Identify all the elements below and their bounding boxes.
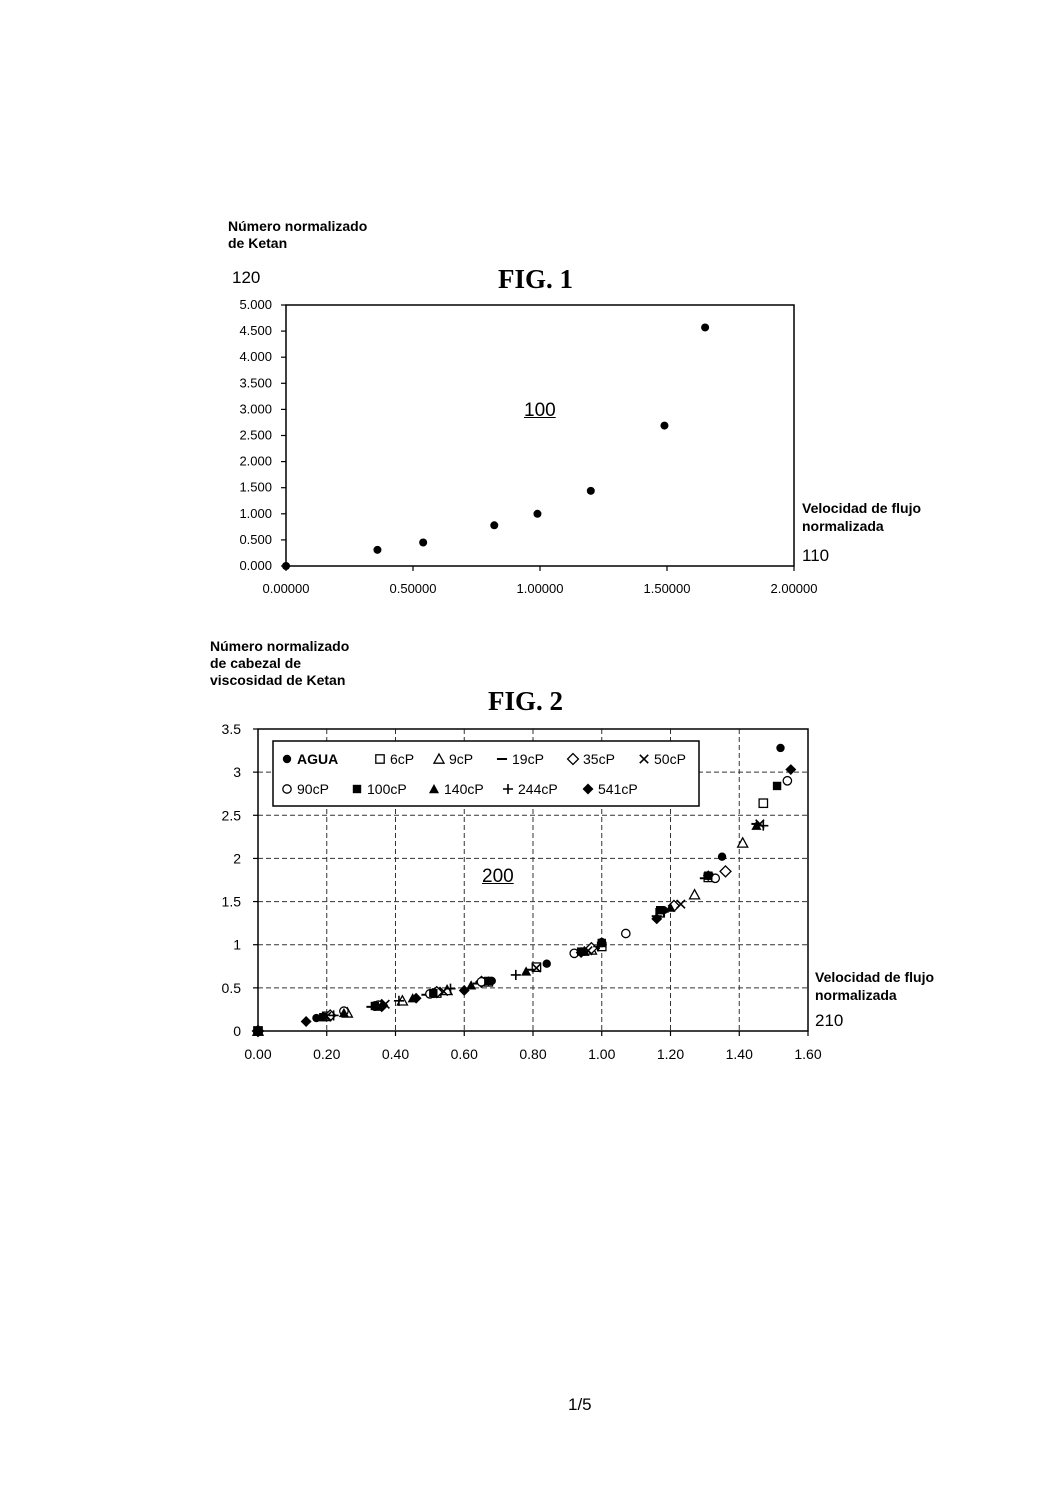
fig2-ytick-label: 1 (233, 936, 241, 953)
fig1-data-point (660, 422, 668, 430)
fig2-legend-label: 90cP (297, 781, 329, 797)
fig2-data-point (773, 782, 781, 790)
fig2-ytick-label: 2 (233, 850, 241, 867)
fig2-ytick-label: 3 (233, 764, 241, 781)
fig2-data-point (301, 1016, 312, 1027)
fig2-data-point (466, 980, 476, 989)
fig2-ylabel: Número normalizado de cabezal de viscosidad de Ketan (210, 638, 350, 688)
fig2-legend-label: 100cP (367, 781, 407, 797)
fig1-ytick-label: 1.500 (239, 479, 272, 495)
fig1-ytick-label: 4.000 (239, 349, 272, 365)
fig2-title: FIG. 2 (488, 686, 564, 716)
fig2-xlabel: Velocidad de flujo normalizada (815, 969, 935, 1003)
fig2-xtick-label: 1.60 (794, 1046, 822, 1062)
fig1-plot-frame (286, 305, 794, 566)
fig2-data-point (783, 777, 791, 785)
fig2-data-point (511, 970, 521, 980)
fig2-legend-marker (283, 785, 291, 793)
fig2-legend-label: 6cP (390, 751, 415, 767)
fig1-xtick-label: 1.50000 (643, 581, 691, 596)
fig2-xtick-label: 0.00 (244, 1046, 272, 1062)
fig2-legend-label: 19cP (512, 751, 544, 767)
fig1-data-point (419, 539, 427, 547)
fig2-chart (0, 700, 1061, 1090)
fig1-xtick-label: 1.00000 (516, 581, 564, 596)
page-number: 1/5 (568, 1395, 592, 1414)
fig2-data-point (543, 959, 551, 967)
fig1-ytick-label: 2.500 (239, 427, 272, 443)
fig2-ytick-label: 1.5 (221, 893, 241, 910)
fig1-ytick-label: 3.500 (239, 375, 272, 391)
fig2-xtick-label: 1.00 (588, 1046, 616, 1062)
fig2-data-point (759, 799, 767, 807)
fig1-xlabel: Velocidad de flujo normalizada (802, 500, 922, 534)
fig1-ytick-label: 0.500 (239, 531, 272, 547)
fig2-xtick-label: 0.80 (519, 1046, 547, 1062)
fig1-data-point (701, 323, 709, 331)
fig2-data-point (690, 890, 700, 899)
fig1-ylabel-ref: 120 (232, 268, 261, 287)
fig1-xtick-label: 0.50000 (389, 581, 437, 596)
fig2-ytick-label: 2.5 (221, 807, 241, 824)
fig2-legend-label: AGUA (297, 751, 339, 767)
fig2-ytick-label: 3.5 (221, 721, 241, 737)
fig1-ytick-label: 3.000 (239, 401, 272, 417)
fig2-ytick-label: 0.5 (221, 979, 241, 996)
fig2-legend-marker (376, 755, 384, 763)
fig2-legend-label: 244cP (518, 781, 558, 797)
fig1-plot-ref: 100 (524, 400, 556, 421)
fig2-xtick-label: 1.20 (656, 1046, 685, 1062)
fig1-title: FIG. 1 (498, 264, 574, 294)
fig2-data-point (785, 764, 796, 775)
fig2-legend-label: 9cP (449, 751, 474, 767)
fig1-data-point (587, 487, 595, 495)
fig1-xtick-label: 0.00000 (262, 581, 310, 596)
fig2-xtick-label: 0.20 (313, 1046, 341, 1062)
fig2-xtick-label: 0.60 (450, 1046, 478, 1062)
fig2-legend-marker (283, 755, 291, 763)
fig1-data-point (533, 510, 541, 518)
fig2-legend-label: 50cP (654, 751, 686, 767)
fig1-ylabel: Número normalizado de Ketan (228, 218, 368, 251)
fig2-legend-label: 35cP (583, 751, 615, 767)
fig2-legend-marker (353, 785, 361, 793)
fig1-ytick-label: 2.000 (239, 453, 272, 469)
fig2-data-point (718, 853, 726, 861)
fig2-data-point (720, 866, 731, 877)
fig2-data-point (622, 929, 630, 937)
fig2-data-point (319, 1013, 327, 1021)
fig1-data-point (282, 562, 290, 570)
fig2-xlabel-ref: 210 (815, 1011, 844, 1030)
fig1-chart (0, 0, 1061, 620)
fig2-data-point (776, 744, 784, 752)
fig1-ytick-label: 4.500 (239, 323, 272, 339)
fig2-legend-label: 541cP (598, 781, 638, 797)
fig2-ytick-label: 0 (233, 1023, 241, 1039)
fig2-plot-ref: 200 (482, 866, 514, 887)
fig2-data-point (429, 989, 437, 997)
fig1-ytick-label: 5.000 (239, 297, 272, 312)
fig2-xtick-label: 1.40 (725, 1046, 753, 1062)
fig2-data-point (521, 966, 531, 975)
fig1-xlabel-ref: 110 (802, 546, 830, 565)
fig2-data-point (484, 977, 492, 985)
fig1-data-point (373, 546, 381, 554)
fig1-ytick-label: 0.000 (239, 558, 272, 573)
fig1-ytick-label: 1.000 (239, 505, 272, 521)
fig1-data-point (490, 521, 498, 529)
fig1-xtick-label: 2.00000 (770, 581, 818, 596)
fig2-legend-label: 140cP (444, 781, 484, 797)
fig2-legend (273, 741, 699, 806)
fig2-xtick-label: 0.40 (381, 1046, 410, 1062)
